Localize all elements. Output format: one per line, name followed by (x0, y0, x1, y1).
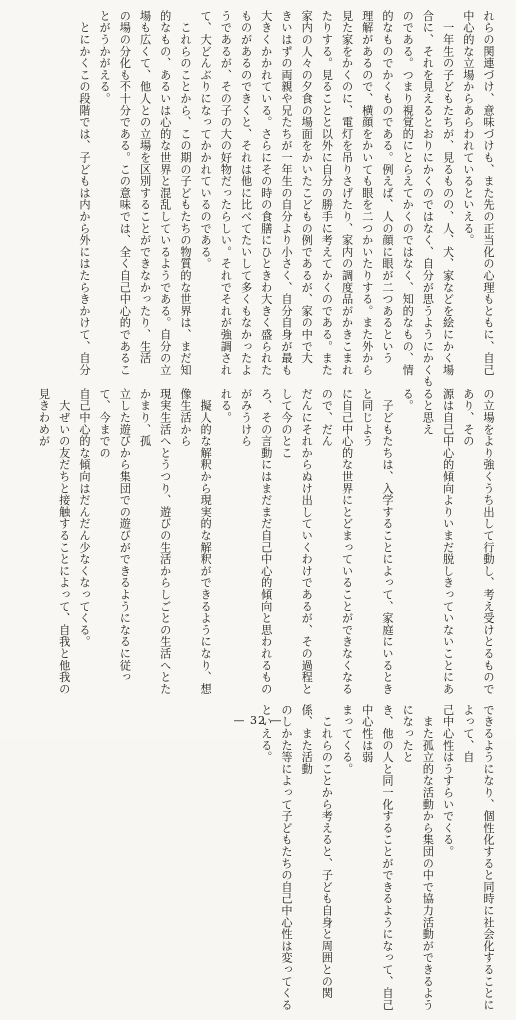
text-line: きいはずの両親や兄たちが一年生の自分より小さく、自分自身が最も (279, 10, 293, 376)
text-line: 中心的な立場からあらわれているといえる。 (461, 10, 475, 246)
text-line: できるようになり、個性化すると同時に社会化することによって、自 (461, 704, 495, 1011)
text-line: ろ、その言動にはまだまだ自己中心的傾向と思われるものがみうけら (239, 388, 273, 695)
text-line: 大きくかかれている。さらにその時の食膳にひときわ大きく盛られた (259, 10, 273, 376)
text-line: に自己中心的な世界にとどまっていることができなくなるので、だん (320, 388, 354, 695)
text-line: の立場をより強くうち出して行動し、考え受けとるものであり、その (461, 388, 495, 695)
text-line: 擬人的な解釈から現実的な解釈ができるようになり、想像生活から (178, 388, 213, 695)
text-line: 現実生活へとうつり、遊びの生活からしごとの生活へとたかまり、孤 (138, 388, 172, 695)
text-line: 家内の人々の夕食の場面をかいたこどもの例であるが、家の中で大 (300, 10, 314, 364)
text-line: 子どもたちは、入学することによって、家庭にいるときと同じよう (360, 388, 394, 695)
text-line: これらのことから考えると、子ども自身と周囲との関係、また活動 (300, 704, 334, 999)
text-line: とにかくこの段階では、子どもは内から外にはたらきかけて、自分 (77, 10, 91, 376)
text-line: のである。つまり視覚的にとらえてかくのではなく、知的なもの、情 (401, 10, 415, 376)
text-line: うであるが、その子の大の好物だったらしい。それでそれが強調され (219, 10, 233, 376)
text-line: れる。 (219, 388, 233, 424)
text-line: る。 (401, 388, 415, 412)
text-line: 源は自己中心的傾向よりいまだ脱しきっていないことにあると思え (421, 388, 455, 695)
text-line: 己中心性はうすらいでくる。 (441, 704, 455, 858)
text-line: 的なものでかくものである。例えば、人の顔に眼が二つあるという (380, 10, 394, 364)
text-line: 理解があるので、横顔をかいても眼を二つかいたりする。また外から (360, 10, 374, 376)
text-line: まってくる。 (340, 704, 354, 775)
text-line: のしかた等によって子どもたちの自己中心性は変ってくるといえる。 (259, 704, 293, 1011)
text-line: て、大どんぶりになってかかれているのである。 (199, 10, 213, 270)
text-line: 場も広くて、他人との立場を区別することができなかったり、生活 (138, 10, 152, 364)
text-line: ものがあるのできくと、それは他に比べてたいして多くもなかったよ (239, 10, 253, 376)
text-line: たりする。見ることと以外に自分の勝手に考えてかくのである。また (320, 10, 334, 376)
text-line: 合に、それを見えるとおりにかくのではなく、自分が思うようにかくも (421, 10, 435, 388)
text-line: 大ぜいの友だちと接触することによって、自我と他我の見きわめが (37, 388, 71, 695)
text-line: 見た家をかくのに、電灯を吊りさげたり、家内の調度品がかきこまれ (340, 10, 354, 376)
text-line: 立した遊びから集団での遊びができるようになるに従って、今までの (98, 388, 132, 683)
text-line: これらのことから、この期の子どもたちの物質的な世界は、まだ知 (178, 10, 192, 376)
text-line: また孤立的な活動から集団の中で協力活動ができるようになったと (401, 704, 435, 1011)
text-line: とがうかがえる。 (98, 10, 112, 105)
text-line: 一年生の子どもたちが、見るものの、人、犬、家などを絵にかく場 (441, 10, 455, 376)
text-line: だんにそれからぬけ出していくわけであるが、その過程として今のとこ (279, 388, 314, 695)
text-line: き、他の人と同一化することができるようになって、自己中心性は弱 (360, 704, 394, 1011)
text-line: 自己中心的な傾向はだんだん少なくなってくる。 (77, 388, 91, 648)
upper-text-block (14, 10, 498, 390)
text-line: 的なもの、あるいは心的な世界と混乱しているようである。自分の立 (158, 10, 172, 376)
text-line: の場の分化も不十分である。この意味では、全く自己中心的であるこ (118, 10, 132, 376)
page-number: — 32 — (233, 714, 283, 727)
text-line: れらの関連づけ、意味づけも、また先の正当化の心理もともに、自己 (482, 10, 495, 376)
